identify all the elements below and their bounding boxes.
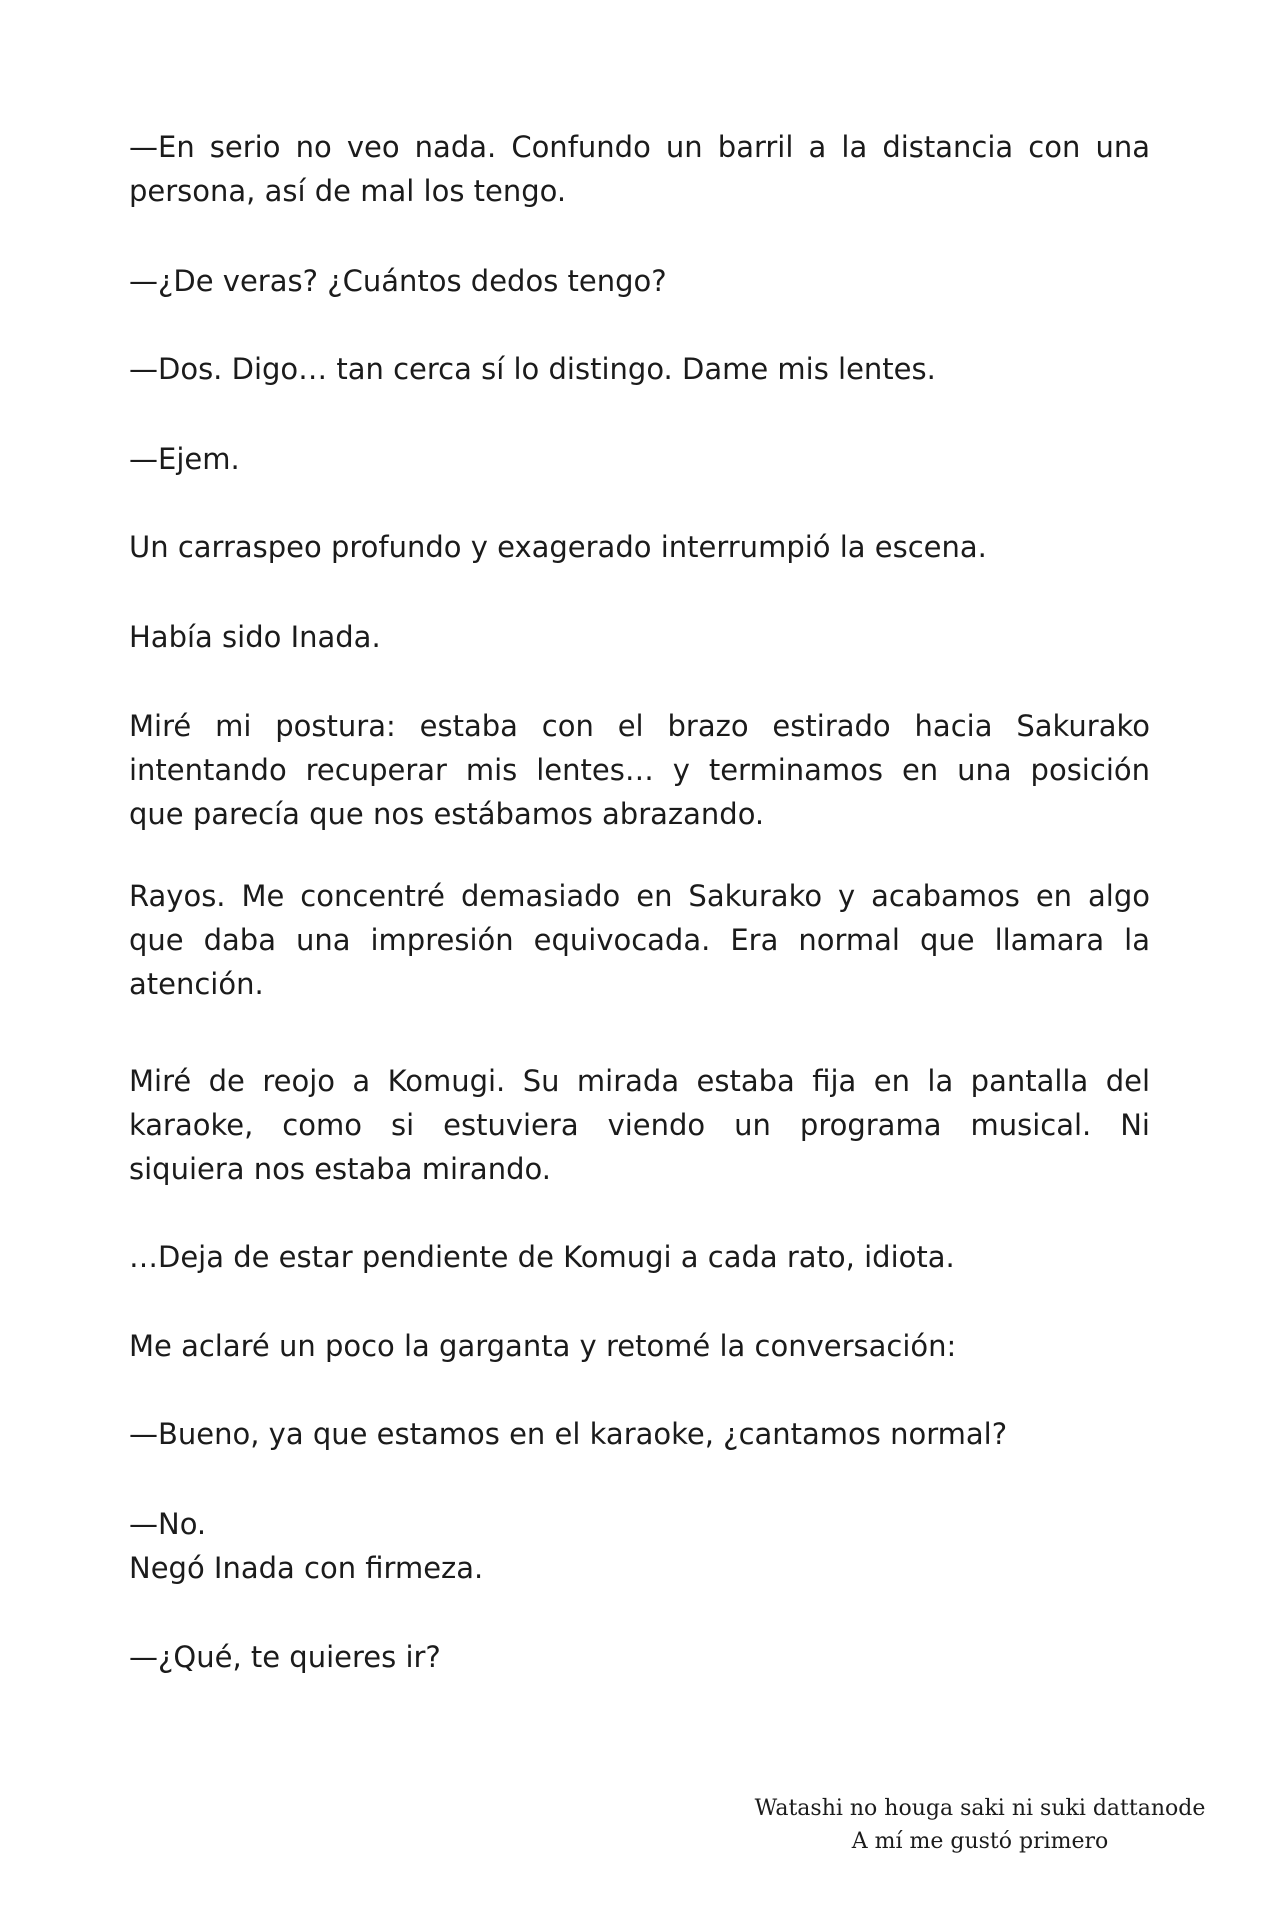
text-line: persona, así de mal los tengo.	[129, 174, 567, 208]
text-line: —Dos. Digo… tan cerca sí lo distingo. Dame mis lentes.	[129, 352, 936, 386]
text-line: Miré de reojo a Komugi. Su mirada estaba fija en la pantalla del	[129, 1064, 1150, 1098]
footer-title-romaji: Watashi no houga saki ni suki dattanode	[754, 1796, 1206, 1821]
text-line: que daba una impresión equivocada. Era normal que llamara la	[129, 923, 1150, 957]
text-line: Negó Inada con firmeza.	[129, 1551, 484, 1585]
paragraph-dialogue	[129, 125, 1150, 213]
paragraph-dialogue	[129, 437, 1150, 481]
paragraph-narration	[129, 1059, 1150, 1191]
text-line: Me aclaré un poco la garganta y retomé la conversación:	[129, 1329, 957, 1363]
text-line: —¿De veras? ¿Cuántos dedos tengo?	[129, 264, 667, 298]
text-line: Miré mi postura: estaba con el brazo estirado hacia Sakurako	[129, 709, 1150, 743]
text-line: Había sido Inada.	[129, 620, 381, 654]
text-line: que parecía que nos estábamos abrazando.	[129, 797, 765, 831]
paragraph-narration	[129, 704, 1150, 836]
paragraph-dialogue	[129, 1412, 1150, 1456]
paragraph-dialogue	[129, 1635, 1150, 1679]
footer-title-spanish: A mí me gustó primero	[851, 1829, 1109, 1854]
paragraph-narration	[129, 615, 1150, 659]
paragraph-narration	[129, 874, 1150, 1006]
page-footer	[740, 1792, 1220, 1858]
text-line: siquiera nos estaba mirando.	[129, 1152, 551, 1186]
text-line: atención.	[129, 967, 264, 1001]
paragraph-dialogue	[129, 347, 1150, 391]
paragraph-dialogue	[129, 1502, 1150, 1590]
text-line: —¿Qué, te quieres ir?	[129, 1640, 441, 1674]
paragraph-narration	[129, 525, 1150, 569]
text-line: —Bueno, ya que estamos en el karaoke, ¿cantamos normal?	[129, 1417, 1008, 1451]
text-line: Un carraspeo profundo y exagerado interrumpió la escena.	[129, 530, 987, 564]
text-line: —No.	[129, 1507, 207, 1541]
text-line: intentando recuperar mis lentes… y terminamos en una posición	[129, 753, 1150, 787]
text-line: …Deja de estar pendiente de Komugi a cada rato, idiota.	[129, 1240, 955, 1274]
paragraph-narration	[129, 1235, 1150, 1279]
text-line: —Ejem.	[129, 442, 240, 476]
paragraph-narration	[129, 1324, 1150, 1368]
text-line: karaoke, como si estuviera viendo un programa musical. Ni	[129, 1108, 1150, 1142]
text-line: Rayos. Me concentré demasiado en Sakurako y acabamos en algo	[129, 879, 1150, 913]
paragraph-dialogue	[129, 259, 1150, 303]
text-line: —En serio no veo nada. Confundo un barril a la distancia con una	[129, 130, 1150, 164]
